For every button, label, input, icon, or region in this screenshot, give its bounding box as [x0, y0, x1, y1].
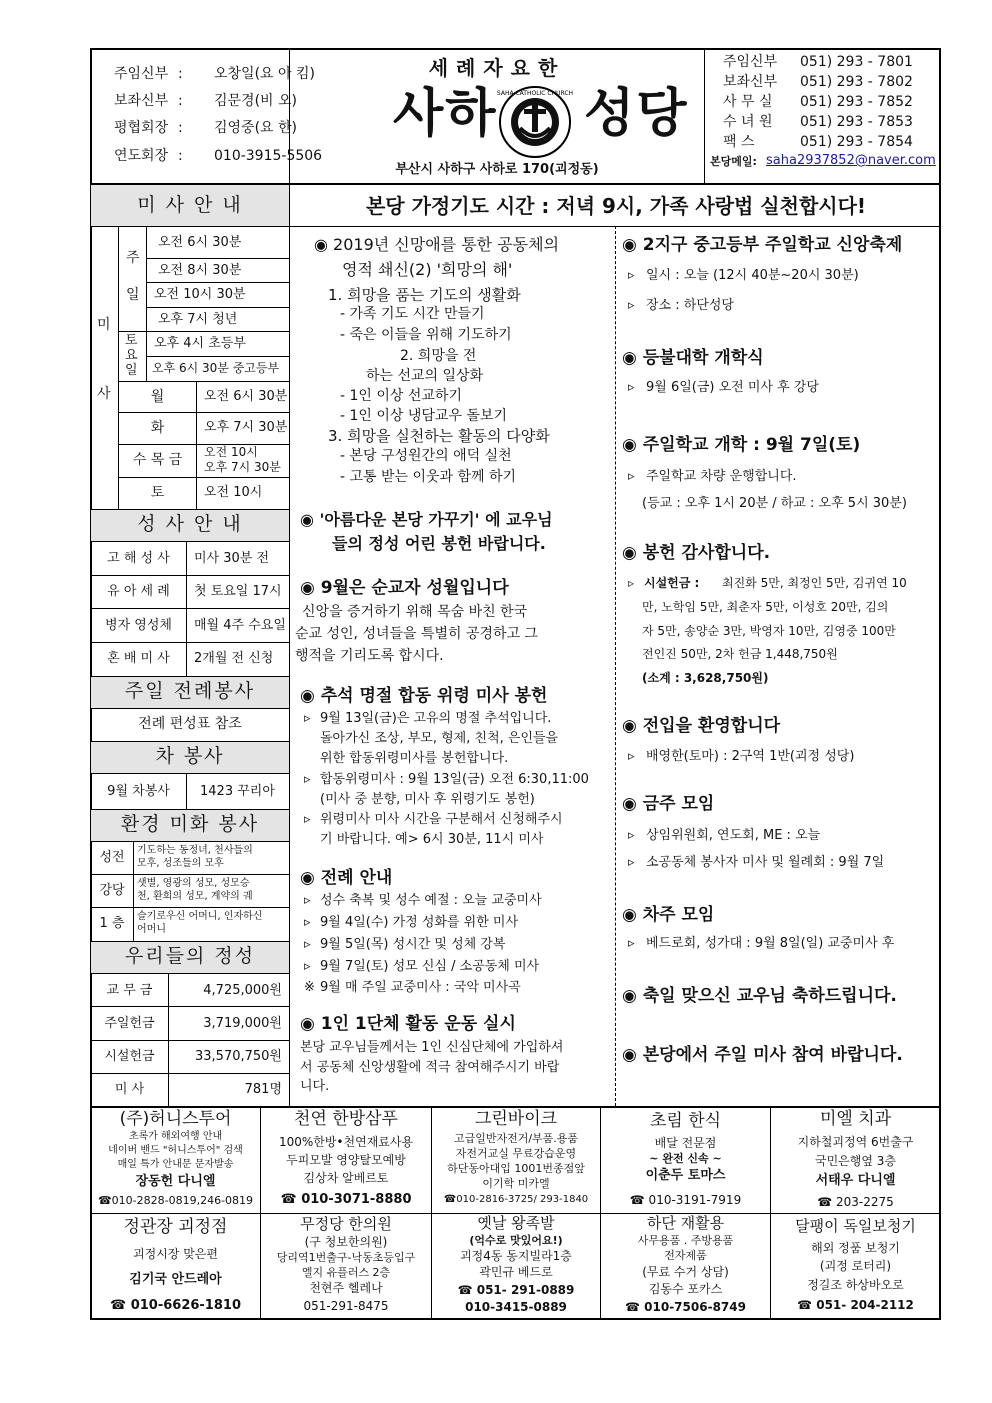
- bullet-icon: ▹: [304, 893, 311, 908]
- ad-line: (구 청보한의원): [304, 1235, 388, 1249]
- ad-title: 달팽이 독일보청기: [795, 1217, 916, 1235]
- tea-group: 1423 꾸리아: [200, 784, 275, 799]
- ad-owner: 정길조 하상바오로: [807, 1278, 904, 1292]
- weekday-label: 토: [150, 485, 165, 501]
- ad-title: 미엘 치과: [819, 1109, 892, 1129]
- ad-owner: 이기학 미카엘: [482, 1177, 550, 1190]
- mass-time: 오후 6시 30분 중고등부: [152, 361, 280, 375]
- env-area: 강당: [99, 883, 125, 898]
- sunday-label: 주: [126, 250, 140, 266]
- saturday-label: 일: [125, 363, 138, 378]
- ad-owner: 장동헌 다니엘: [135, 1174, 216, 1189]
- contact-phone: 051) 293 - 7801: [800, 54, 913, 70]
- contact-label: 팩 스: [723, 134, 755, 150]
- email-link[interactable]: saha2937852@naver.com: [766, 153, 936, 168]
- contact-phone: 051) 293 - 7852: [800, 94, 913, 110]
- church-name-1: 사하: [393, 84, 498, 144]
- bullet-icon: ▹: [304, 959, 311, 974]
- donation-lead: 시설헌금 :: [644, 576, 700, 590]
- offering-amount: 3,719,000원: [203, 1016, 282, 1031]
- sacrament-name: 고 해 성 사: [107, 551, 170, 566]
- bullet-icon: ▹: [304, 937, 311, 952]
- mass-title: 미 사 안 내: [137, 194, 243, 216]
- notice-line: 서 공동체 신앙생활에 적극 참여해주시기 바랍: [300, 1060, 560, 1075]
- env-area: 1 층: [99, 916, 125, 931]
- notice-line: - 1인 이상 냉담교우 돌보기: [340, 408, 507, 424]
- notice-line: 일시 : 오늘 (12시 40분~20시 30분): [646, 268, 859, 283]
- notice-line: 하는 선교의 일상화: [366, 368, 484, 384]
- notice-heading: 들의 정성 어린 봉헌 바랍니다.: [332, 534, 546, 553]
- mass-time: 오전 10시 30분: [154, 287, 246, 302]
- ad-line: 사무용품 . 주방용품: [637, 1234, 734, 1247]
- ad-line: 지하철괴정역 6번출구: [797, 1135, 914, 1149]
- bullet-icon: ▹: [628, 855, 635, 870]
- env-groups: 모후, 성조들의 모후: [137, 858, 224, 869]
- notice-line: 위령미사 미사 시간을 구분해서 신청해주시: [320, 812, 563, 827]
- sacrament-time: 매월 4주 수요일: [194, 618, 286, 633]
- notice-line: 행적을 기리도록 합시다.: [295, 648, 444, 664]
- notice-line: 1. 희망을 품는 기도의 생활화: [328, 286, 521, 304]
- offering-label: 교 무 금: [106, 983, 153, 998]
- notice-line: 3. 희망을 실천하는 활동의 다양화: [328, 427, 550, 445]
- ad-line: 괴정4동 동지빌라1층: [460, 1249, 572, 1263]
- ad-title: (주)허니스투어: [119, 1109, 232, 1129]
- notice-line: 전인진 50만, 2차 헌금 1,448,750원: [642, 647, 838, 661]
- church-name-2: 성당: [584, 84, 689, 144]
- notice-line: 니다.: [300, 1079, 330, 1094]
- sacrament-name: 혼 배 미 사: [107, 651, 170, 666]
- staff-name: 김문경(비 오): [214, 93, 297, 109]
- notice-line: - 본당 구성원간의 애덕 실천: [340, 448, 512, 464]
- notice-heading: ◉ 축일 맞으신 교우님 축하드립니다.: [622, 986, 897, 1006]
- ad-line: 자전거교실 무료강습운영: [455, 1147, 577, 1160]
- weekday-label: 월: [150, 389, 165, 405]
- contact-phone: 051) 293 - 7853: [800, 114, 913, 130]
- bullet-icon: ▹: [628, 749, 635, 764]
- notice-line: - 죽은 이들을 위해 기도하기: [340, 327, 512, 343]
- ad-title: 초림 한식: [649, 1111, 722, 1131]
- church-seal-icon: [494, 84, 576, 160]
- church-subtitle: 세례자요한: [428, 56, 566, 80]
- notice-heading: ◉ 차주 모임: [622, 905, 715, 925]
- mass-time: 오전 6시 30분: [204, 389, 288, 404]
- ad-owner: 천현주 헬레나: [309, 1281, 383, 1295]
- contact-label: 수 녀 원: [723, 114, 773, 130]
- ad-title: 무정당 한의원: [300, 1215, 392, 1233]
- ad-line: 전자제품: [664, 1249, 707, 1262]
- bullet-icon: ▹: [628, 268, 635, 283]
- notice-line: 본당 교우님들께서는 1인 신심단체에 가입하셔: [300, 1040, 564, 1055]
- ad-line: 당리역1번출구-낙동초등입구: [276, 1251, 416, 1264]
- mass-time: 오전 10시: [204, 445, 258, 459]
- ad-title: 옛날 왕족발: [477, 1214, 555, 1232]
- ad-owner: 김기국 안드레아: [129, 1272, 222, 1287]
- ad-line: 매일 특가 안내문 문자발송: [117, 1159, 234, 1170]
- ad-line: 국민은행옆 3층: [814, 1154, 896, 1168]
- staff-name: 김영중(요 한): [214, 120, 297, 136]
- notice-line: 상임위원회, 연도회, ME : 오늘: [646, 828, 821, 843]
- notice-line: 최진화 5만, 최정인 5만, 김귀연 10: [722, 576, 907, 590]
- sacrament-title: 성 사 안 내: [137, 513, 243, 535]
- notice-line: - 고통 받는 이웃과 함께 하기: [340, 469, 517, 485]
- notice-heading: ◉ 2019년 신망애를 통한 공동체의: [314, 235, 560, 254]
- offering-label: 미 사: [114, 1082, 145, 1097]
- mass-time: 오전 6시 30분: [158, 235, 242, 250]
- notice-heading: ◉ 본당에서 주일 미사 참여 바랍니다.: [622, 1045, 903, 1065]
- weekday-label: 수 목 금: [132, 452, 183, 468]
- ad-line: 엘지 유플러스 2층: [301, 1266, 391, 1279]
- ad-line: (괴정 로터리): [819, 1259, 892, 1273]
- env-area: 성전: [99, 850, 125, 865]
- mass-time: 오전 8시 30분: [158, 263, 242, 278]
- env-groups: 어머니: [137, 924, 166, 935]
- mass-time: 오후 4시 초등부: [154, 336, 246, 351]
- offering-title: 우리들의 정성: [124, 945, 256, 967]
- ad-line: 고급일반자전거/부품.용품: [453, 1132, 579, 1145]
- ad-phone: ☎ 051- 204-2112: [797, 1298, 914, 1312]
- notice-line: 주일학교 차량 운행합니다.: [646, 469, 797, 484]
- notice-line: 9월 매 주일 교중미사 : 국악 미사곡: [320, 980, 521, 995]
- ad-title: 천연 한방삼푸: [294, 1109, 398, 1129]
- notice-line: 9월 7일(토) 성모 신심 / 소공동체 미사: [320, 959, 540, 974]
- ad-line: (무료 수거 상담): [642, 1265, 729, 1279]
- ad-line: 하단동아대입 1001번종점앞: [447, 1162, 585, 1175]
- ad-title: 그린바이크: [474, 1109, 558, 1129]
- env-groups: 샛별, 영광의 성모, 성모승: [137, 878, 250, 889]
- notice-heading: ◉ 추석 명절 합동 위령 미사 봉헌: [300, 686, 548, 706]
- offering-amount: 4,725,000원: [203, 983, 282, 998]
- notice-heading: ◉ 2지구 중고등부 주일학교 신앙축제: [622, 235, 903, 255]
- bullet-icon: ▹: [304, 772, 311, 787]
- ad-owner: 김동수 포카스: [648, 1282, 723, 1296]
- staff-sep: :: [178, 66, 183, 82]
- notice-line: 9월 13일(금)은 고유의 명절 추석입니다.: [320, 711, 552, 726]
- bullet-icon: ▹: [628, 380, 635, 395]
- ad-line: 해외 정품 보청기: [811, 1241, 900, 1255]
- notice-heading: ◉ 1인 1단체 활동 운동 실시: [300, 1014, 516, 1034]
- contact-label: 사 무 실: [723, 94, 773, 110]
- tea-month: 9월 차봉사: [107, 784, 170, 799]
- mass-time: 오전 10시: [204, 485, 263, 500]
- ad-line: 괴정시장 맞은편: [133, 1247, 218, 1261]
- notice-line: 기 바랍니다. 예> 6시 30분, 11시 미사: [320, 832, 544, 847]
- notice-line: 순교 성인, 성녀들을 특별히 공경하고 그: [295, 626, 539, 642]
- notice-heading: ◉ 봉헌 감사합니다.: [622, 543, 771, 563]
- notice-line: 자 5만, 송양순 3만, 박영자 10만, 김영중 100만: [642, 624, 896, 638]
- ad-owner: 김상차 알베르토: [303, 1171, 389, 1185]
- offering-label: 시설헌금: [104, 1049, 155, 1064]
- ad-phone: ☎ 203-2275: [817, 1195, 894, 1209]
- notice-line: 9월 5일(목) 성시간 및 성체 강복: [320, 937, 506, 952]
- contact-phone: 051) 293 - 7854: [800, 134, 913, 150]
- bullet-icon: ▹: [304, 812, 311, 827]
- notice-heading: ◉ 전입을 환영합니다: [622, 716, 781, 736]
- notice-line: 배영한(토마) : 2구역 1반(괴정 성당): [646, 749, 855, 764]
- liturgy-text: 전례 편성표 참조: [138, 716, 242, 732]
- ad-line: 초록가 해외여행 안내: [128, 1131, 223, 1142]
- notice-line: - 가족 기도 시간 만들기: [340, 306, 485, 322]
- notice-heading: ◉ 금주 모임: [622, 794, 715, 814]
- notice-heading: ◉ '아름다운 본당 가꾸기' 에 교우님: [300, 510, 553, 529]
- env-groups: 슬기로우신 어머니, 인자하신: [137, 911, 263, 922]
- staff-sep: :: [178, 120, 183, 136]
- notice-line: 2. 희망을 전: [400, 348, 477, 364]
- env-groups: 기도하는 동정녀, 천사들의: [137, 845, 253, 856]
- mass-time: 오후 7시 청년: [158, 312, 238, 327]
- notice-line: 9월 4일(수) 가정 성화를 위한 미사: [320, 915, 519, 930]
- env-groups: 천, 환희의 성모, 계약의 궤: [137, 891, 253, 902]
- bullet-icon: ▹: [628, 936, 635, 951]
- ad-phone: ☎ 051- 291-0889: [457, 1283, 575, 1297]
- notice-heading: ◉ 9월은 순교자 성월입니다: [300, 578, 509, 598]
- svg-text:SAHA CATHOLIC CHURCH: SAHA CATHOLIC CHURCH: [496, 90, 574, 97]
- church-address: 부산시 사하구 사하로 170(괴정동): [395, 162, 599, 177]
- ad-title: 정관장 괴정점: [123, 1217, 228, 1237]
- notice-line: 만, 노학임 5만, 최춘자 5만, 이성호 20만, 김의: [642, 600, 889, 614]
- ad-line: 100%한방•천연재료사용: [278, 1135, 414, 1149]
- ad-line: (억수로 맛있어요!): [469, 1234, 563, 1247]
- donation-total: (소계 : 3,628,750원): [642, 671, 769, 685]
- email-label: 본당메일:: [710, 155, 757, 168]
- ad-owner: 이춘두 토마스: [645, 1168, 726, 1183]
- weekday-label: 화: [150, 420, 165, 436]
- staff-sep: :: [178, 148, 183, 164]
- ad-line: 두피모발 영양탈모예방: [286, 1153, 406, 1167]
- notice-line: 위한 합동위령미사를 봉헌합니다.: [320, 751, 509, 766]
- staff-role: 보좌신부: [114, 93, 169, 109]
- ad-line: ~ 완전 신속 ~: [649, 1152, 722, 1165]
- notice-column-2: [616, 226, 940, 1106]
- notice-line: 신앙을 증거하기 위해 목숨 바친 한국: [302, 604, 528, 620]
- mass-label-sa: 사: [97, 386, 111, 402]
- mass-time: 오후 7시 30분: [204, 460, 281, 474]
- offering-amount: 781명: [244, 1082, 282, 1097]
- notice-line: 9월 6일(금) 오전 미사 후 강당: [646, 380, 819, 395]
- ad-phone: 051-291-8475: [303, 1299, 389, 1313]
- mass-time: 오후 7시 30분: [204, 420, 288, 435]
- ad-owner: 서태우 다니엘: [815, 1173, 896, 1188]
- bullet-icon: ▹: [304, 915, 311, 930]
- env-title: 환경 미화 봉사: [120, 813, 260, 835]
- offering-amount: 33,570,750원: [195, 1049, 282, 1064]
- banner-title: 본당 가정기도 시간 : 저녁 9시, 가족 사랑법 실천합시다!: [365, 194, 867, 218]
- notice-line: 돌아가신 조상, 부모, 형제, 친척, 은인들을: [320, 731, 559, 746]
- notice-heading: ◉ 전례 안내: [300, 868, 393, 888]
- notice-line: 소공동체 봉사자 미사 및 월례회 : 9월 7일: [646, 855, 885, 870]
- sacrament-time: 미사 30분 전: [194, 551, 270, 566]
- notice-heading: ◉ 주일학교 개학 : 9월 7일(토): [622, 435, 861, 455]
- tea-title: 차 봉사: [155, 745, 225, 767]
- ad-phone: 010-3415-0889: [465, 1300, 567, 1314]
- sacrament-name: 유 아 세 례: [107, 584, 170, 599]
- saturday-label: 토: [125, 333, 138, 348]
- notice-line: 합동위령미사 : 9월 13일(금) 오전 6:30,11:00: [320, 772, 589, 787]
- sunday-label: 일: [126, 287, 140, 303]
- staff-role: 주임신부: [114, 66, 169, 82]
- ad-phone: ☎010-2828-0819,246-0819: [97, 1194, 254, 1207]
- notice-heading: ◉ 등불대학 개학식: [622, 348, 764, 368]
- reference-mark-icon: ※: [304, 980, 315, 995]
- ad-line: 배달 전문점: [654, 1136, 717, 1150]
- ad-phone: ☎ 010-3191-7919: [629, 1193, 742, 1207]
- staff-role: 연도회장: [114, 148, 169, 164]
- bullet-icon: ▹: [628, 469, 635, 484]
- staff-name: 오창일(요 아 킴): [214, 66, 315, 82]
- staff-name: 010-3915-5506: [214, 148, 323, 164]
- contact-label: 보좌신부: [723, 74, 778, 90]
- ad-title: 하단 재활용: [646, 1214, 725, 1232]
- mass-label-mi: 미: [97, 317, 111, 333]
- offering-label: 주일헌금: [104, 1016, 155, 1031]
- bullet-icon: ▹: [628, 576, 635, 590]
- contact-label: 주임신부: [723, 54, 778, 70]
- staff-role: 평협회장: [114, 120, 169, 136]
- notice-line: (등교 : 오후 1시 20분 / 하교 : 오후 5시 30분): [642, 496, 907, 511]
- notice-line: 장소 : 하단성당: [646, 298, 734, 313]
- liturgy-title: 주일 전례봉사: [124, 680, 256, 702]
- bullet-icon: ▹: [628, 828, 635, 843]
- bullet-icon: ▹: [628, 298, 635, 313]
- ad-phone: ☎ 010-7506-8749: [625, 1300, 746, 1314]
- ad-phone: ☎010-2816-3725/ 293-1840: [443, 1194, 589, 1205]
- sacrament-name: 병자 영성체: [105, 618, 172, 633]
- notice-line: 성수 축복 및 성수 예절 : 오늘 교중미사: [320, 893, 542, 908]
- bullet-icon: ▹: [304, 711, 311, 726]
- notice-line: (미사 중 분향, 미사 후 위령기도 봉헌): [320, 792, 535, 807]
- notice-line: 베드로회, 성가대 : 9월 8일(일) 교중미사 후: [646, 936, 895, 951]
- contact-phone: 051) 293 - 7802: [800, 74, 913, 90]
- sacrament-time: 첫 토요일 17시: [194, 584, 282, 599]
- ad-phone: ☎ 010-6626-1810: [109, 1298, 241, 1313]
- staff-sep: :: [178, 93, 183, 109]
- sacrament-time: 2개월 전 신청: [194, 651, 274, 666]
- ad-owner: 곽민규 베드로: [479, 1265, 553, 1279]
- saturday-label: 요: [125, 348, 138, 363]
- ad-phone: ☎ 010-3071-8880: [280, 1192, 412, 1207]
- notice-line: - 1인 이상 선교하기: [340, 388, 462, 404]
- ad-line: 네이버 밴드 "허니스투어" 검색: [108, 1145, 243, 1156]
- notice-heading: 영적 쇄신(2) '희망의 해': [342, 260, 513, 279]
